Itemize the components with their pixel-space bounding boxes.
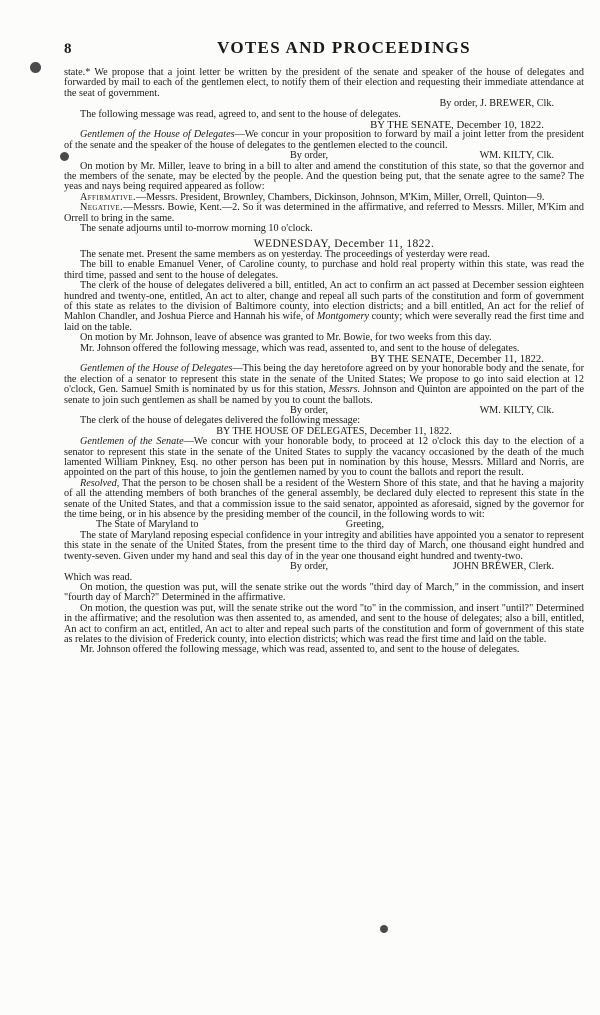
paragraph: state.* We propose that a joint letter be written by the president of the senate and speaker of the house of delegates and forwarded by mail to each of the gentlemen elect, to notify them of their election and requesting their immediate attendance at the seat of government. [64, 67, 584, 99]
paragraph: The bill to enable Emanuel Vener, of Caroline county, to purchase and hold real property within this state, was read the third time, passed and sent to the house of delegates. [64, 259, 584, 281]
dateline: BY THE SENATE, December 11, 1822. [370, 352, 544, 365]
paragraph: The state of Maryland reposing especial confidence in your intregity and abilities have appointed you a senator to represent this state in the senate of the United States, from the present time to the third day of March, one thousand eight hundred and twenty-seven. Given under my hand and seal this day of in the year one thousand eight hundred and twenty-two. [64, 529, 584, 562]
paragraph: On motion by Mr. Johnson, leave of absence was granted to Mr. Bowie, for two weeks from this day. [80, 332, 492, 344]
paragraph: The following message was read, agreed to, and sent to the house of delegates. [80, 108, 401, 120]
page-header [64, 38, 584, 62]
ink-blot [30, 62, 41, 73]
messrs-label: Messrs. [328, 384, 361, 396]
paragraph: The senate adjourns until to-morrow morning 10 o'clock. [80, 223, 313, 235]
vote-label: Negative. [80, 202, 124, 214]
vote-negative [64, 203, 584, 224]
signature-row [64, 562, 584, 572]
commission-greeting: Greeting, [345, 519, 384, 531]
paragraph-text: That the person to be chosen shall be a resident of the Western Shore of this state, and that he having a majority of all the attending members of both branches of the general assembly, be declared duly elected to represent this state in the senate of the United States, and that a commission issue to the said senator, appointed as aforesaid, signed by the governor for the time being, or in his absence by the presiding member of the council, in the following words to wit: [64, 477, 584, 521]
by-order-label: By order, [290, 150, 329, 162]
body-text [64, 68, 584, 656]
paragraph-text: Johnson and Quinton are appointed on the part of the senate to join such gentlemen as shall be named by you to count the ballots. [64, 384, 584, 406]
paragraph [64, 364, 584, 406]
paragraph: Mr. Johnson offered the following message, which was read, assented to, and sent to the house of delegates. [80, 644, 520, 656]
paragraph: On motion by Mr. Miller, leave to bring in a bill to alter and amend the constitution of this state, so that the governor and the members of the senate, may be elected by the people. And the question being put, that the senate agree to the same? The yeas and nays being required appeared as follow: [64, 160, 584, 193]
paragraph: On motion, the question was put, will the senate strike out the words "third day of March," in the commission, and insert "fourth day of March?" Determined in the affirmative. [64, 581, 584, 604]
paragraph-text: —We concur in your proposition to forward by mail a joint letter from the president of the senate and the speaker of the house of delegates to the gentlemen elected to the council. [64, 129, 584, 151]
signature-line: By order, J. BREWER, Clk. [439, 98, 554, 110]
vote-names: —Messrs. President, Brownley, Chambers, Dickinson, Johnson, M'Kim, Miller, Orrell, Quinton—9. [135, 191, 545, 203]
paragraph [64, 130, 584, 151]
county-name: Montgomery [316, 311, 369, 323]
vote-label: Affirmative. [80, 191, 136, 203]
page-number: 8 [64, 41, 72, 57]
salutation: Gentlemen of the Senate [80, 436, 184, 448]
ink-blot [380, 925, 388, 933]
paragraph [64, 479, 584, 521]
commission-addressee: The State of Maryland to [96, 519, 199, 531]
paragraph-text: county; which were severally read the first time and laid on the table. [64, 311, 584, 333]
paragraph: The clerk of the house of delegates delivered the following message: [80, 415, 361, 427]
paragraph [64, 437, 584, 479]
signature-name: WM. KILTY, Clk. [479, 150, 554, 162]
paragraph [64, 281, 584, 333]
page-content [64, 38, 584, 656]
running-head: VOTES AND PROCEEDINGS [217, 38, 471, 57]
paragraph: On motion, the question was put, will the senate strike out the word "to" in the commission, and insert "until?" Determined in the affirmative; and the resolution was then assented to, as amended, and sent to the house of delegates; also a bill, entitled, An act to confirm an act, entitled, An act to alter and repeal such parts of the constitution and form of government of this state as relates to the division of Frederick county, into election districts; which was read the first time and laid on the table. [64, 602, 584, 645]
paragraph-text: The clerk of the house of delegates delivered a bill, entitled, An act to confirm an act passed at December session eighteen hundred and twenty-one, entitled, An act to alter, change and repeal all such parts of the constitution and form of government of this state as relates to the division of Baltimore county, into election districts; and a bill entitled, An act for the relief of Mahlon Chandler, and Joshua Pierce and Hannah his wife, of [64, 280, 584, 323]
paragraph: Which was read. [64, 571, 133, 583]
signature-name: JOHN BREWER, Clerk. [452, 561, 554, 573]
dateline: BY THE HOUSE OF DELEGATES, December 11, 1822. [216, 425, 452, 437]
paragraph-text: —This being the day heretofore agreed on by your honorable body and the senate, for the election of a senator to represent this state in the senate of the United States; We propose to go into said election at 12 o'clock, Gen. Samuel Smith is nominated by us for this station, [64, 363, 584, 396]
salutation: Gentlemen of the House of Delegates [80, 363, 233, 375]
paragraph: The senate met. Present the same members as on yesterday. The proceedings of yesterday were read. [80, 248, 490, 260]
signature-name: WM. KILTY, Clk. [479, 405, 554, 416]
vote-names: —Messrs. Bowie, Kent.—2. So it was determined in the affirmative, and referred to Messrs. Miller, M'Kim and Orrell to bring in the same. [64, 202, 584, 224]
paragraph: Mr. Johnson offered the following message, which was read, assented to, and sent to the house of delegates. [80, 342, 520, 354]
by-order-label: By order, [290, 561, 329, 573]
section-date: WEDNESDAY, December 11, 1822. [253, 237, 435, 250]
by-order-label: By order, [290, 405, 329, 416]
salutation: Gentlemen of the House of Delegates [80, 129, 235, 141]
resolved-label: Resolved, [80, 477, 120, 489]
dateline: BY THE SENATE, December 10, 1822. [370, 119, 544, 132]
paragraph-text: —We concur with your honorable body, to proceed at 12 o'clock this day to the election of a senator to represent this state in the senate of the United States to supply the vacancy occasioned by the death of the much lamented William Pinkney, Esq. no other person has been put in nomination by this house, Messrs. Millard and Norris, are appointed on the part of this house, to join the gentlemen named by you to count the ballots and report the result. [64, 436, 584, 479]
